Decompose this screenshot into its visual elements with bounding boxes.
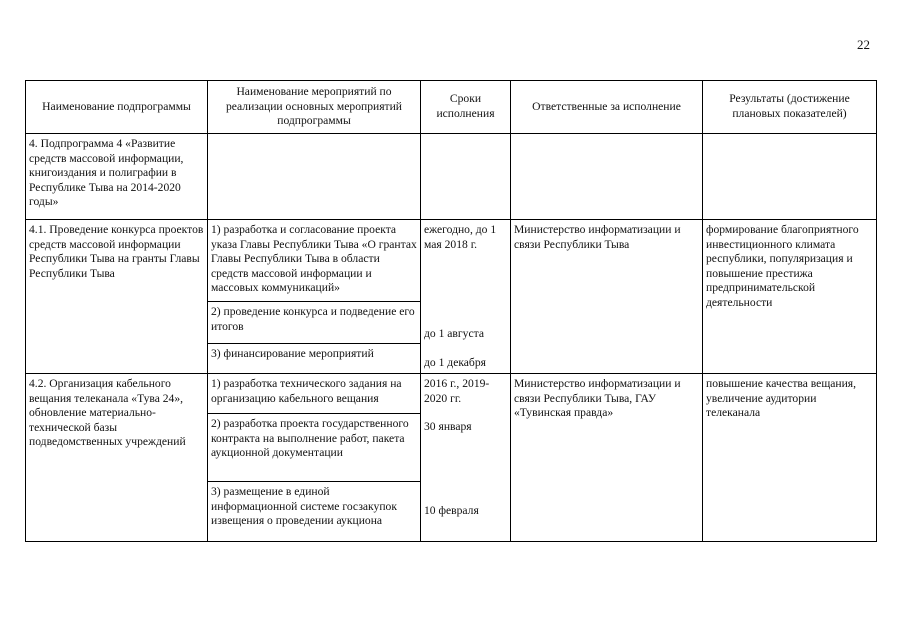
item41-term-2: до 1 августа (421, 302, 511, 344)
item42-term-1: 2016 г., 2019-2020 гг. (421, 374, 511, 414)
header-activities: Наименование мероприятий по реализации основных мероприятий подпрограммы (208, 81, 421, 134)
item41-responsible: Министерство информатизации и связи Республики Тыва (511, 220, 703, 374)
item41-activity-1: 1) разработка и согласование проекта указа Главы Республики Тыва «О грантах Главы Республики Тыва в области средств массовой информации и массовых коммуникаций» (208, 220, 421, 302)
item41-term-1: ежегодно, до 1 мая 2018 г. (421, 220, 511, 302)
header-row (26, 81, 877, 134)
item42-term-2: 30 января (421, 414, 511, 482)
header-terms: Сроки исполнения (421, 81, 511, 134)
item41-activity-3: 3) финансирование мероприятий (208, 344, 421, 374)
table-row (26, 220, 877, 302)
item41-activity-2: 2) проведение конкурса и подведение его итогов (208, 302, 421, 344)
section4-row (26, 134, 877, 220)
header-responsible: Ответственные за исполнение (511, 81, 703, 134)
item41-name: 4.1. Проведение конкурса проектов средств массовой информации Республики Тыва на гранты Главы Республики Тыва (26, 220, 208, 374)
item41-term-3: до 1 декабря (421, 344, 511, 374)
header-subprogram: Наименование подпрограммы (26, 81, 208, 134)
page-number: 22 (857, 37, 870, 52)
section4-title: 4. Подпрограмма 4 «Развитие средств массовой информации, книгоиздания и полиграфии в Республике Тыва на 2014-2020 годы» (26, 134, 208, 220)
item42-activity-1: 1) разработка технического задания на организацию кабельного вещания (208, 374, 421, 414)
item42-result: повышение качества вещания, увеличение аудитории телеканала (703, 374, 877, 542)
plan-table (25, 80, 877, 542)
item42-term-3: 10 февраля (421, 482, 511, 542)
item42-responsible: Министерство информатизации и связи Республики Тыва, ГАУ «Тувинская правда» (511, 374, 703, 542)
item41-result: формирование благоприятного инвестиционного климата республики, популяризация и повышение престижа предпринимательской деятельности (703, 220, 877, 374)
item42-name: 4.2. Организация кабельного вещания телеканала «Тува 24», обновление материально-технической базы подведомственных учреждений (26, 374, 208, 542)
header-results: Результаты (достижение плановых показателей) (703, 81, 877, 134)
item42-activity-2: 2) разработка проекта государственного контракта на выполнение работ, пакета аукционной документации (208, 414, 421, 482)
table-row (26, 374, 877, 414)
item42-activity-3: 3) размещение в единой информационной системе госзакупок извещения о проведении аукциона (208, 482, 421, 542)
